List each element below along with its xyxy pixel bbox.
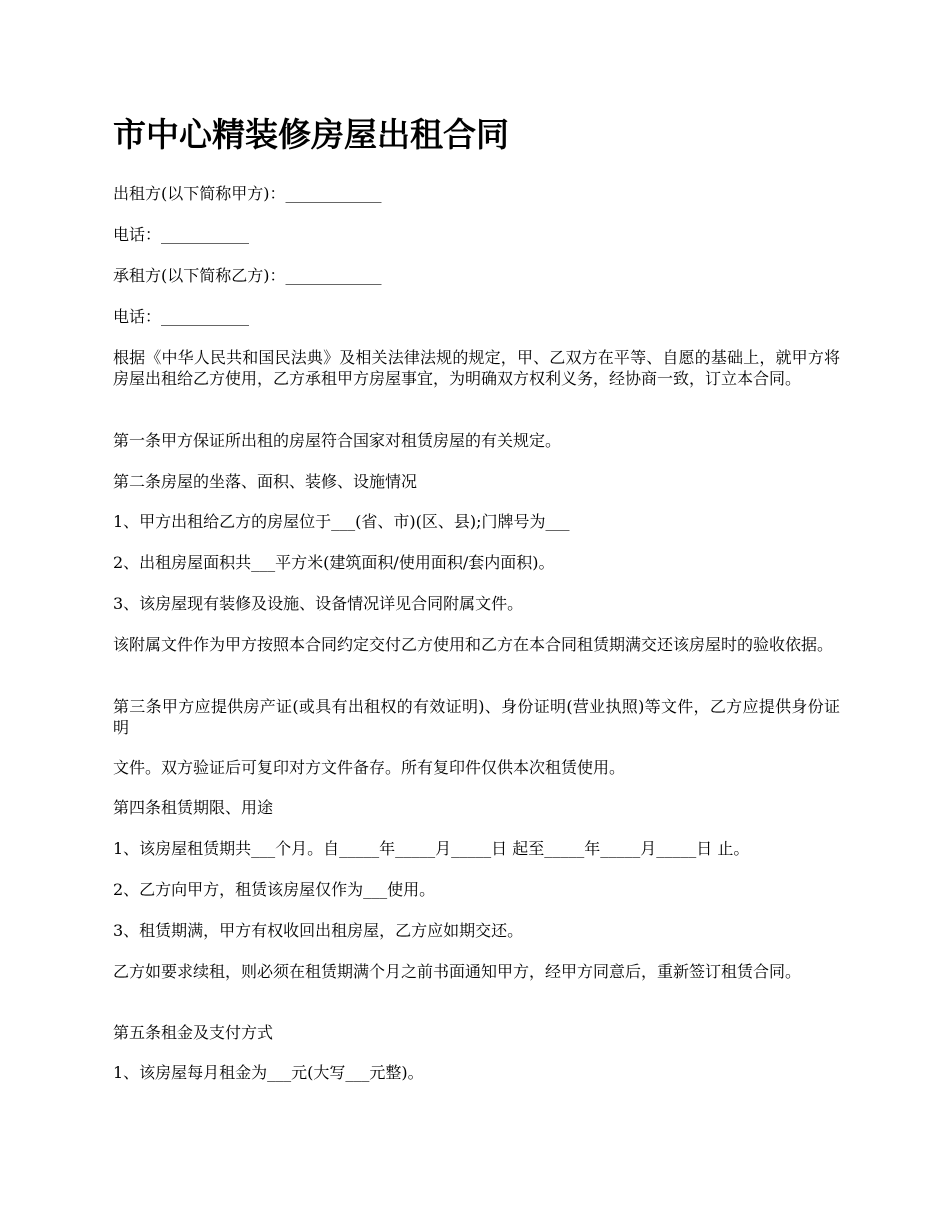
lessee-phone-line: 电话：___________ — [113, 307, 250, 326]
lessor-phone-line: 电话：___________ — [113, 225, 250, 244]
article-3-continued: 文件。双方验证后可复印对方文件备存。所有复印件仅供本次租赁使用。 — [113, 758, 626, 777]
appendix-paragraph: 该附属文件作为甲方按照本合同约定交付乙方使用和乙方在本合同租赁期满交还该房屋时的验收依据。 — [113, 635, 834, 654]
article-5-heading: 第五条租金及支付方式 — [113, 1023, 274, 1042]
article-4-heading: 第四条租赁期限、用途 — [113, 798, 274, 817]
article-2-heading: 第二条房屋的坐落、面积、装修、设施情况 — [113, 472, 418, 491]
article-2-item-3: 3、该房屋现有装修及设施、设备情况详见合同附属文件。 — [113, 594, 524, 613]
article-3: 第三条甲方应提供房产证(或具有出租权的有效证明)、身份证明(营业执照)等文件，乙方应提供身份证明 — [113, 697, 840, 737]
article-5-item-1: 1、该房屋每月租金为___元(大写___元整)。 — [113, 1063, 424, 1082]
article-2-item-1: 1、甲方出租给乙方的房屋位于___(省、市)(区、县);门牌号为___ — [113, 512, 570, 531]
article-4-item-1: 1、该房屋租赁期共___个月。自_____年_____月_____日 起至_____年_____月_____日 止。 — [113, 839, 750, 858]
article-4-item-3: 3、租赁期满，甲方有权收回出租房屋，乙方应如期交还。 — [113, 921, 524, 940]
lessor-line: 出租方(以下简称甲方)：____________ — [113, 184, 382, 203]
article-4-item-2: 2、乙方向甲方，租赁该房屋仅作为___使用。 — [113, 880, 436, 899]
article-2-item-2: 2、出租房屋面积共___平方米(建筑面积/使用面积/套内面积)。 — [113, 553, 555, 572]
document-title: 市中心精装修房屋出租合同 — [113, 115, 509, 154]
renewal-paragraph: 乙方如要求续租，则必须在租赁期满个月之前书面通知甲方，经甲方同意后，重新签订租赁合同。 — [113, 962, 802, 981]
preamble-paragraph: 根据《中华人民共和国民法典》及相关法律法规的规定，甲、乙双方在平等、自愿的基础上，就甲方将房屋出租给乙方使用，乙方承租甲方房屋事宜，为明确双方权利义务，经协商一致，订立本合同。 — [113, 348, 840, 388]
article-1: 第一条甲方保证所出租的房屋符合国家对租赁房屋的有关规定。 — [113, 431, 562, 450]
lessee-line: 承租方(以下简称乙方)：____________ — [113, 266, 382, 285]
